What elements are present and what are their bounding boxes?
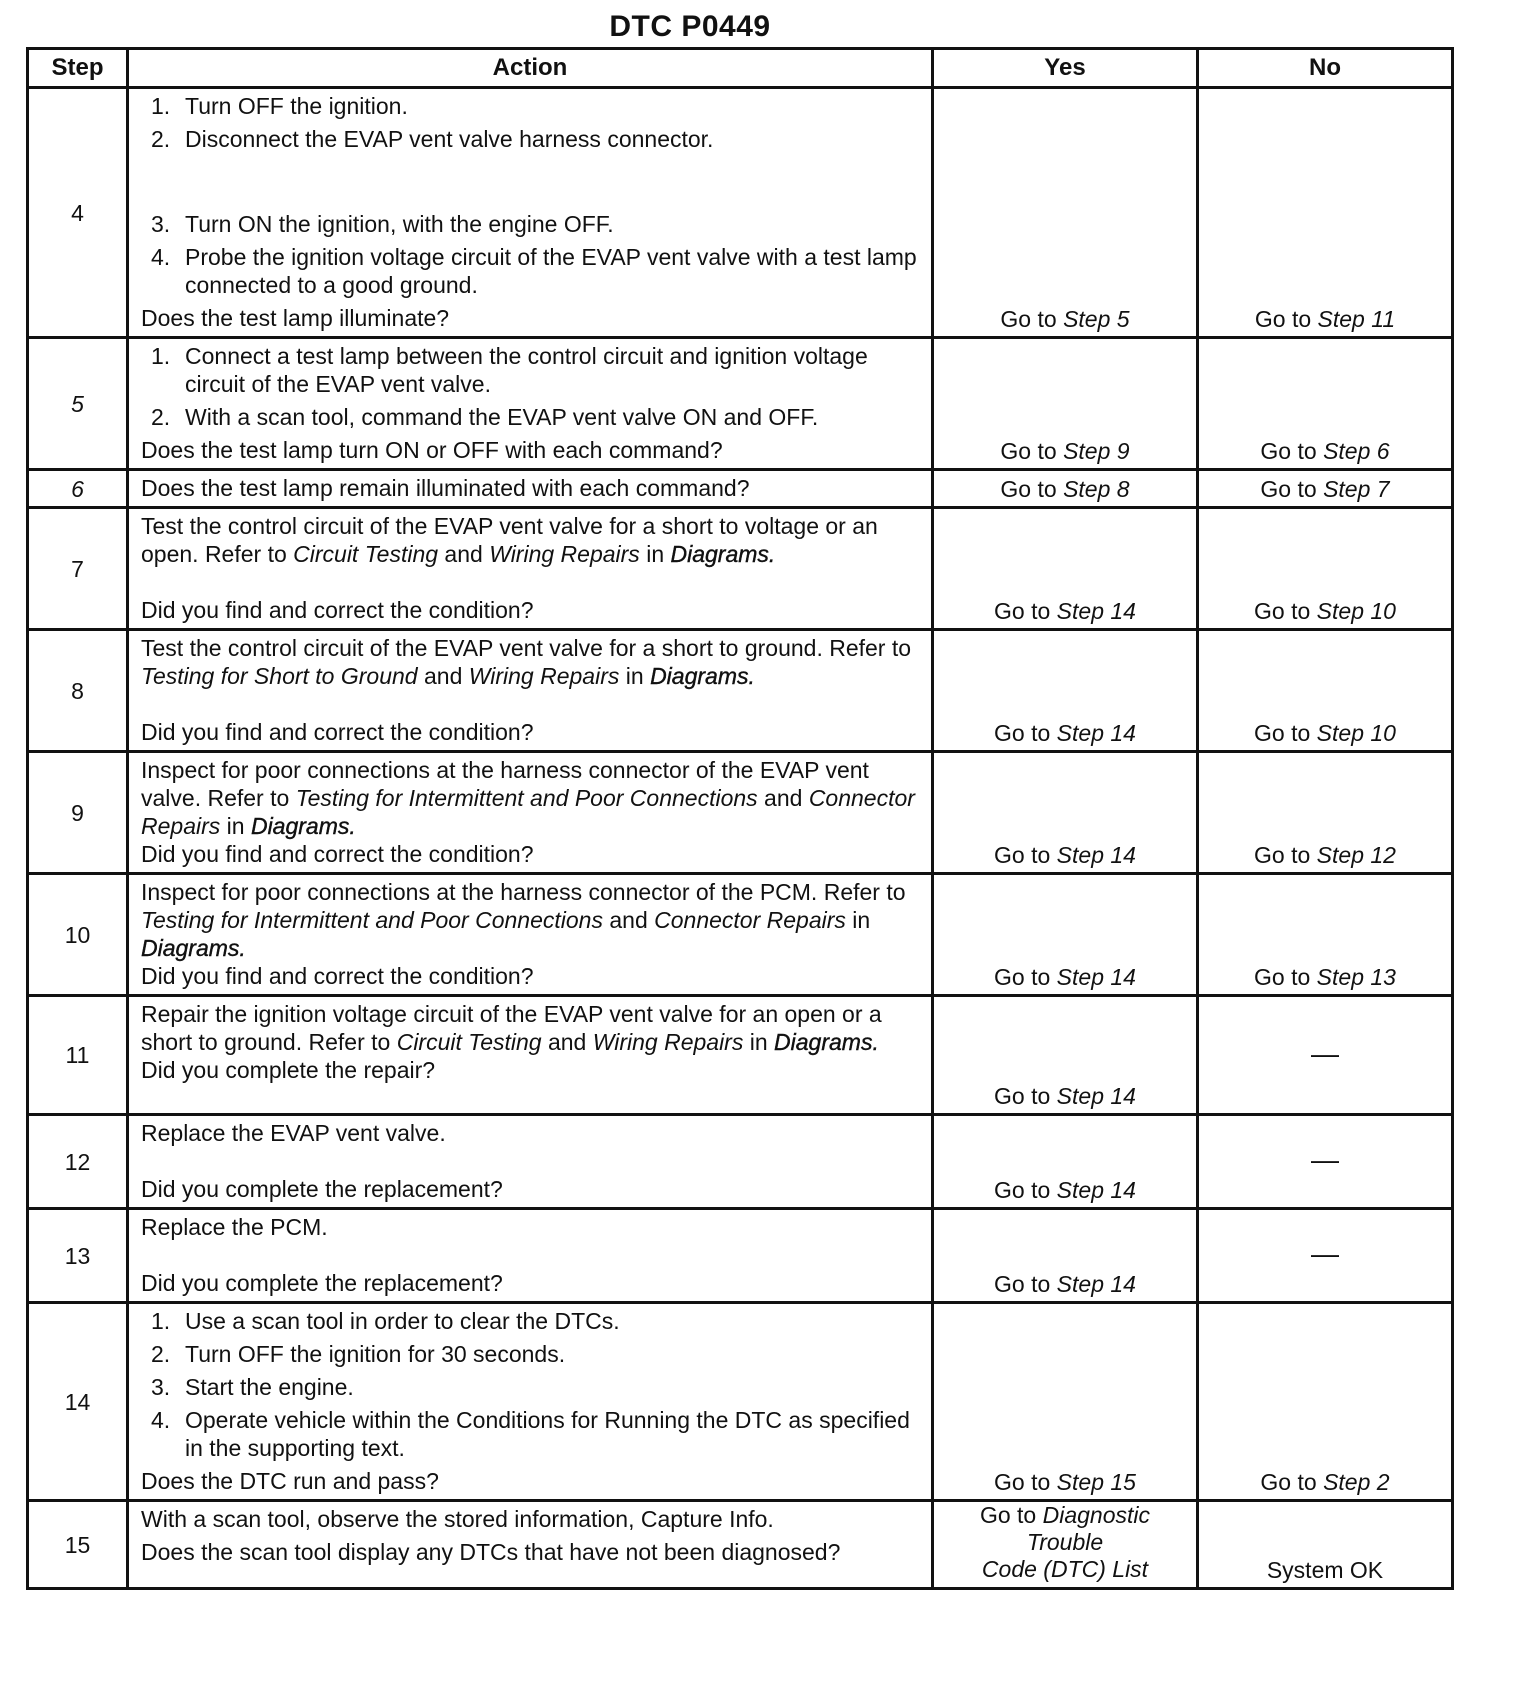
step-question: Did you find and correct the condition? [141,719,534,745]
no-cell: Go to Step 11 [1198,88,1453,338]
yes-target: Step 14 [1056,1083,1136,1109]
table-row [28,508,1453,630]
no-cell: — [1198,1115,1453,1209]
step-question: Did you complete the replacement? [141,1270,503,1296]
list-item: 1. Connect a test lamp between the control circuit and ignition voltage circuit of the EVAP vent valve. [151,343,868,397]
step-number: 15 [28,1501,128,1589]
action-cell [128,630,933,752]
action-cell [128,996,933,1115]
yes-cell: Go to Step 15 [933,1303,1198,1501]
list-item: 4. Operate vehicle within the Conditions for Running the DTC as specified in the supporting text. [151,1407,910,1461]
no-cell: — [1198,996,1453,1115]
no-target: Step 6 [1323,438,1390,464]
step-question: Does the test lamp illuminate? [141,305,450,331]
no-target: Step 2 [1323,1469,1390,1495]
no-cell: Go to Step 7 [1198,470,1453,508]
yes-cell: Go to Step 8 [933,470,1198,508]
action-cell [128,88,933,338]
step-question: Does the DTC run and pass? [141,1468,439,1494]
step-number: 11 [28,996,128,1115]
no-cell: Go to Step 13 [1198,874,1453,996]
yes-target: Step 14 [1056,842,1136,868]
step-instruction: Repair the ignition voltage circuit of the EVAP vent valve for an open or a short to ground. Refer to Circuit Testing and Wiring Repairs in Diagrams. [141,1001,882,1055]
yes-target: Step 14 [1056,1177,1136,1203]
yes-cell: Go to Step 14 [933,1209,1198,1303]
action-cell [128,1303,933,1501]
yes-target: Step 14 [1056,720,1136,746]
step-question: Did you complete the repair? [141,1057,436,1083]
step-question: Does the test lamp remain illuminated with each command? [141,475,750,501]
yes-cell: Go to Step 14 [933,752,1198,874]
table-row [28,874,1453,996]
table-row [28,752,1453,874]
yes-cell: Go to Step 9 [933,338,1198,470]
action-cell [128,508,933,630]
yes-cell: Go to Step 14 [933,874,1198,996]
step-number: 7 [28,508,128,630]
table-row [28,630,1453,752]
yes-target: Step 14 [1056,598,1136,624]
step-question: Did you complete the replacement? [141,1176,503,1202]
action-cell [128,1501,933,1589]
step-number: 8 [28,630,128,752]
no-cell: Go to Step 10 [1198,508,1453,630]
action-cell [128,874,933,996]
table-row [28,1303,1453,1501]
action-cell [128,1115,933,1209]
no-target: Step 11 [1317,306,1396,332]
header-no: No [1198,49,1453,88]
table-row [28,88,1453,338]
yes-target: Step 9 [1063,438,1130,464]
yes-cell: Go to Step 14 [933,630,1198,752]
step-number: 4 [28,88,128,338]
header-yes: Yes [933,49,1198,88]
step-number: 13 [28,1209,128,1303]
step-question: Did you find and correct the condition? [141,597,534,623]
action-cell [128,470,933,508]
no-target: Step 12 [1316,842,1396,868]
yes-cell: Go to Step 14 [933,508,1198,630]
table-row [28,1115,1453,1209]
list-item: 3. Turn ON the ignition, with the engine OFF. [151,211,614,237]
step-instruction: Replace the PCM. [141,1214,328,1240]
yes-target: Step 14 [1056,1271,1136,1297]
no-cell: Go to Step 6 [1198,338,1453,470]
table-row [28,1209,1453,1303]
step-question: Does the test lamp turn ON or OFF with each command? [141,437,723,463]
step-number: 10 [28,874,128,996]
diagnostic-table [26,47,1454,1590]
yes-target: Step 5 [1063,306,1130,332]
header-step: Step [28,49,128,88]
step-question: Did you find and correct the condition? [141,963,534,989]
list-item: 1. Turn OFF the ignition. [151,93,408,119]
step-number: 12 [28,1115,128,1209]
no-cell: Go to Step 2 [1198,1303,1453,1501]
step-question: Did you find and correct the condition? [141,841,534,867]
yes-cell: Go to Step 5 [933,88,1198,338]
table-header-row [28,49,1453,88]
no-cell: System OK [1198,1501,1453,1589]
step-instruction: Replace the EVAP vent valve. [141,1120,446,1146]
list-item: 2. Turn OFF the ignition for 30 seconds. [151,1341,566,1367]
list-item: 2. With a scan tool, command the EVAP vent valve ON and OFF. [151,404,819,430]
step-number: 14 [28,1303,128,1501]
list-item: 1. Use a scan tool in order to clear the DTCs. [151,1308,620,1334]
table-row [28,1501,1453,1589]
step-instruction: Inspect for poor connections at the harness connector of the EVAP vent valve. Refer to Testing for Intermittent and Poor Connections and Connector Repairs in Diagrams. [141,757,915,839]
no-cell: Go to Step 12 [1198,752,1453,874]
step-instruction: With a scan tool, observe the stored information, Capture Info. [141,1506,774,1532]
table-row [28,470,1453,508]
yes-cell: Go to Step 14 [933,1115,1198,1209]
step-instruction: Inspect for poor connections at the harness connector of the PCM. Refer to Testing for Intermittent and Poor Connections and Connector Repairs in Diagrams. [141,879,906,961]
list-item: 4. Probe the ignition voltage circuit of the EVAP vent valve with a test lamp connected to a good ground. [151,244,917,298]
table-row [28,338,1453,470]
step-number: 5 [28,338,128,470]
action-cell [128,752,933,874]
no-cell: Go to Step 10 [1198,630,1453,752]
action-cell [128,338,933,470]
header-action: Action [128,49,933,88]
no-target: Step 10 [1316,720,1396,746]
no-target: Step 13 [1316,964,1396,990]
no-cell: — [1198,1209,1453,1303]
step-question: Does the scan tool display any DTCs that have not been diagnosed? [141,1539,841,1565]
step-instruction: Test the control circuit of the EVAP vent valve for a short to ground. Refer to Testing for Short to Ground and Wiring Repairs in Diagrams. [141,635,912,689]
step-number: 6 [28,470,128,508]
yes-target: Step 8 [1063,476,1130,502]
table-row [28,996,1453,1115]
list-item: 3. Start the engine. [151,1374,354,1400]
no-target: Step 10 [1316,598,1396,624]
list-item: 2. Disconnect the EVAP vent valve harness connector. [151,126,714,152]
yes-cell: Go to Step 14 [933,996,1198,1115]
yes-target: Step 14 [1056,964,1136,990]
no-target: Step 7 [1323,476,1390,502]
yes-cell: Go to Diagnostic Trouble Code (DTC) List [933,1501,1198,1589]
page-title: DTC P0449 [609,10,771,43]
action-cell [128,1209,933,1303]
step-number: 9 [28,752,128,874]
yes-target: Step 15 [1056,1469,1136,1495]
step-instruction: Test the control circuit of the EVAP vent valve for a short to voltage or an open. Refer to Circuit Testing and Wiring Repairs in Diagrams. [141,513,878,567]
